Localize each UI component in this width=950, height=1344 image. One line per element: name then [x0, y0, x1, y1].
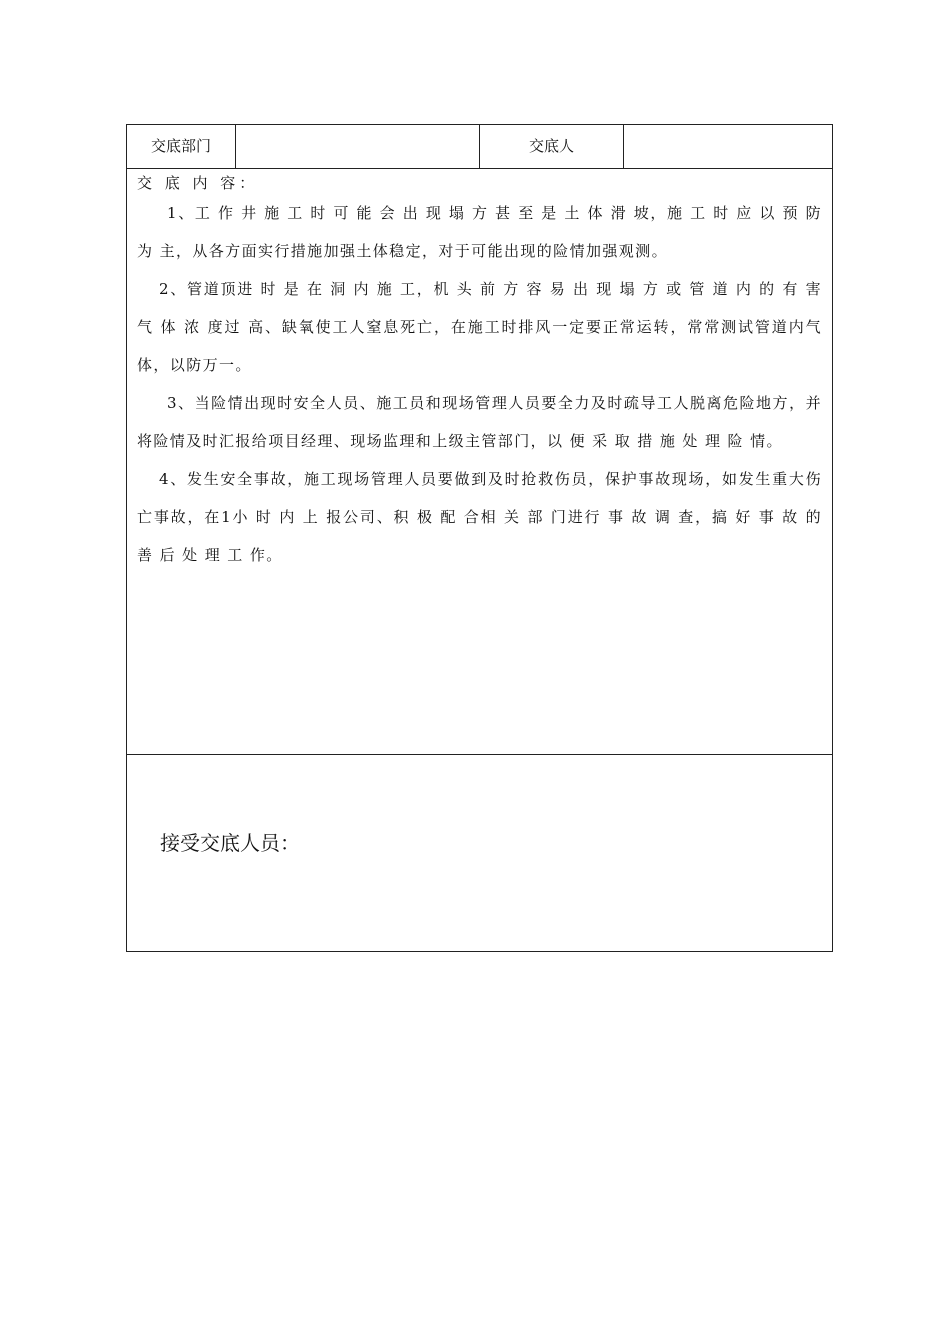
content-paragraph-4: 4、发生安全事故，施工现场管理人员要做到及时抢救伤员，保护事故现场，如发生重大伤亡事故，在1小 时 内 上 报公司、积 极 配 合相 关 部 门进行 事 故 调 查，搞 好 事 故 的 善 后 处 理 工 作。: [137, 470, 822, 564]
content-title: 交 底 内 容：: [137, 174, 259, 192]
content-paragraph-3: 3、当险情出现时安全人员、施工员和现场管理人员要全力及时疏导工人脱离危险地方，并将险情及时汇报给项目经理、现场监理和上级主管部门，以 便 采 取 措 施 处 理 险 情。: [137, 394, 822, 450]
disclosure-form-table: [126, 124, 833, 952]
department-field[interactable]: [236, 125, 480, 168]
department-label: 交底部门: [127, 125, 236, 168]
disclosure-content-cell: [127, 169, 832, 755]
receiver-label: 接受交底人员：: [160, 831, 300, 855]
discloser-field[interactable]: [624, 125, 832, 168]
receiver-cell[interactable]: [127, 755, 832, 952]
content-paragraph-2: 2、管道顶进 时 是 在 洞 内 施 工，机 头 前 方 容 易 出 现 塌 方 或 管 道 内 的 有 害 气 体 浓 度过 高、缺氧使工人窒息死亡，在施工时排风一定要正常运转，常常测试管道内气体，以防万一。: [137, 280, 822, 374]
discloser-label: 交底人: [480, 125, 624, 168]
content-paragraph-1: 1、工 作 井 施 工 时 可 能 会 出 现 塌 方 甚 至 是 土 体 滑 坡，施 工 时 应 以 预 防 为 主，从各方面实行措施加强土体稳定，对于可能出现的险情加强观测。: [137, 204, 822, 260]
form-header-row: [127, 125, 832, 169]
